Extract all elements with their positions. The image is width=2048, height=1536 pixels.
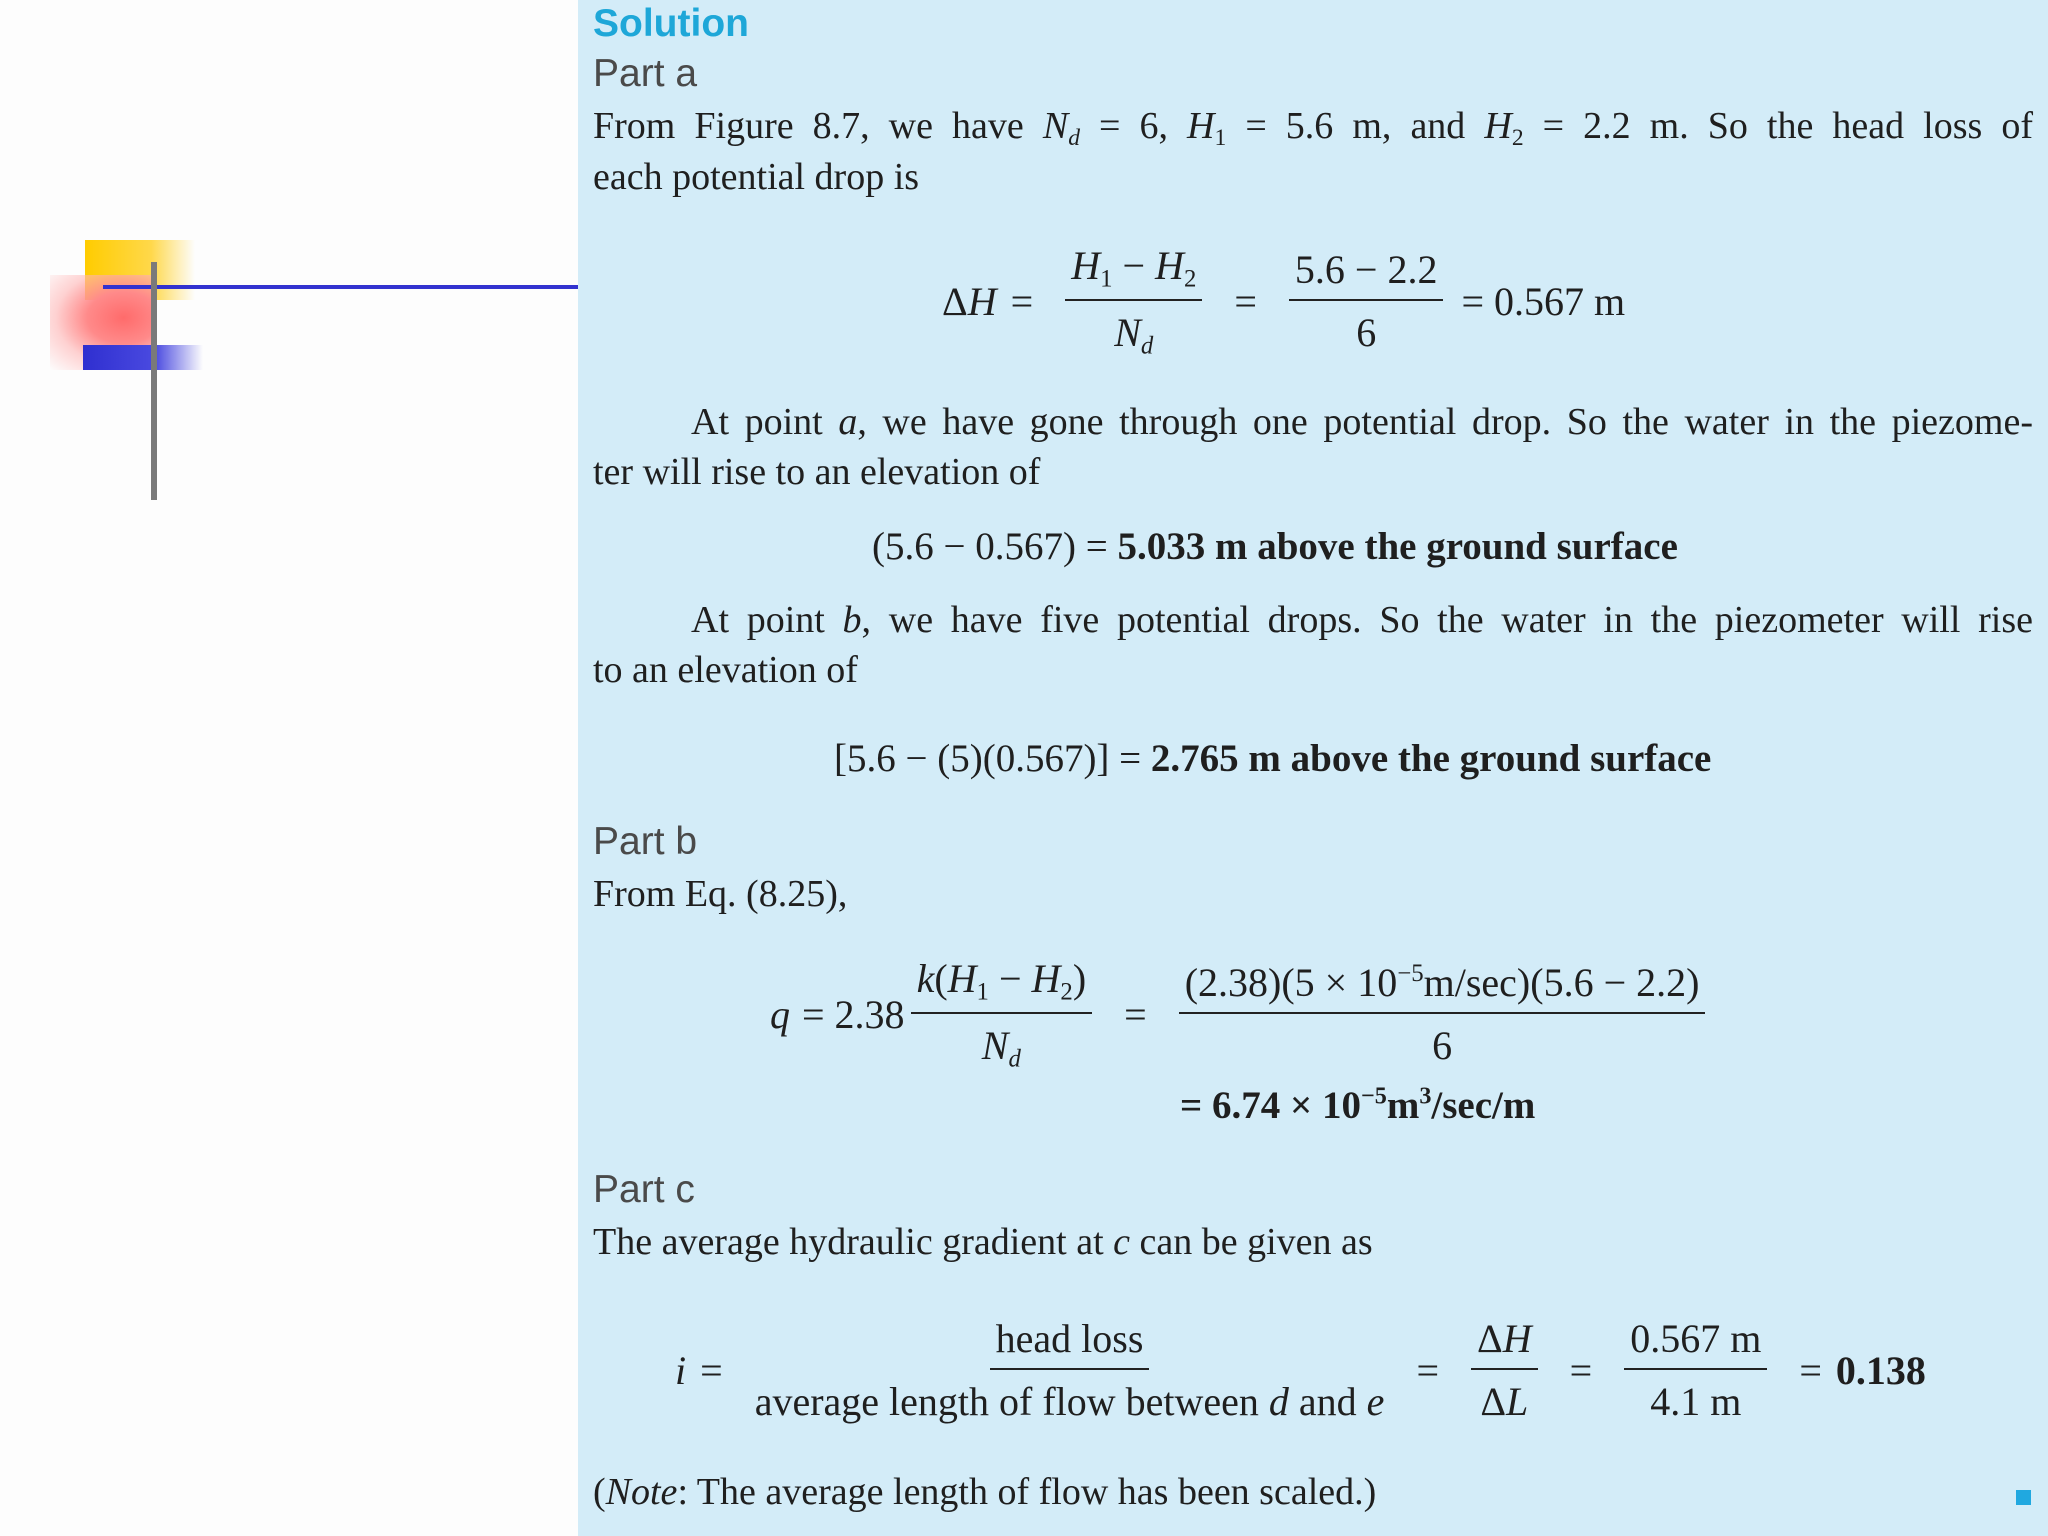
gradient-fraction-1: [755, 1315, 1385, 1425]
point-a-text-line-2: ter will rise to an elevation of: [593, 451, 1041, 493]
text-fragment: = 6.74 × 10: [1180, 1083, 1361, 1127]
flow-symbolic-fraction: $\frac{k(H_1 - H_2)}{N_d}$: [911, 955, 1093, 1074]
h1-value: = 5.6 m, and: [1245, 105, 1466, 147]
flow-numeric-numerator: $(2.38)(5 \times 10^{-5}m/\sec)(5.6 - 2.2)$: [1179, 959, 1706, 1014]
text-fragment: , we have gone through one potential drop. So the water in the piezome-: [857, 401, 2033, 443]
part-c-label: Part c: [593, 1168, 695, 1211]
hydraulic-gradient-equation: i = $\frac{\text{head loss}}{\text{average length of flow between d and e}}$ = $\frac{\Delta H}{\Delta L}$ = $\frac{0.567 m}{4.1 m}$ = 0.138: [675, 1316, 1926, 1424]
nd-value: = 6,: [1099, 105, 1168, 147]
text-fragment: and: [1298, 1379, 1357, 1424]
part-a-label: Part a: [593, 52, 698, 95]
text-fragment: The average hydraulic gradient at: [593, 1221, 1104, 1263]
gradient-denominator-1: average length of flow between d and e: [754, 1379, 1385, 1424]
text-fragment: , we have five potential drops. So the water in the piezometer will rise: [861, 599, 2033, 641]
text-fragment: m/sec)(5.6 − 2.2): [1423, 960, 1700, 1006]
text-fragment: At point: [691, 599, 825, 641]
point-b-elevation: [834, 736, 1711, 781]
part-c-intro: The average hydraulic gradient at c can be given as: [593, 1221, 1373, 1263]
point-b-calc: [5.6 − (5)(0.567)] =: [834, 737, 1142, 780]
part-a-intro-line-2: each potential drop is: [593, 156, 920, 198]
flow-numeric-fraction: [1179, 959, 1706, 1069]
gradient-denominator-3: 4.1 m: [1650, 1379, 1742, 1424]
point-a-result: 5.033 m above the ground surface: [1117, 525, 1678, 568]
delta-h-equation: ΔH = $\frac{H_1 - H_2}{N_d}$ = $\frac{5.6 - 2.2}{6}$ = 0.567 m: [942, 243, 1626, 360]
text-fragment: average length of flow between: [754, 1379, 1259, 1424]
point-b-text-line-2: to an elevation of: [593, 649, 858, 691]
h2-value: = 2.2 m. So the head loss of: [1542, 105, 2034, 147]
delta-h-values-fraction: [1289, 246, 1444, 356]
flow-rate-equation: q = 2.38 $\frac{k(H_1 - H_2)}{N_d}$ = $\frac{(2.38)(5 \times 10^{-5}m/\sec)(5.6 - 2.2)}{6}$: [770, 955, 1723, 1074]
text-fragment: m: [1386, 1083, 1420, 1127]
text-fragment: /sec/m: [1431, 1083, 1536, 1127]
delta-h-denominator: 6: [1356, 310, 1377, 356]
text-fragment: At point: [691, 401, 823, 443]
part-b-label: Part b: [593, 820, 698, 863]
gradient-numerator-1: head loss: [990, 1315, 1150, 1370]
gradient-numerator-3: 0.567 m: [1624, 1315, 1767, 1370]
gradient-result: 0.138: [1835, 1347, 1926, 1393]
part-b-intro: From Eq. (8.25),: [593, 873, 848, 915]
part-a-intro-line: From Figure 8.7, we have $N_d = 6$, $H_1 = 5.6$ m, and $H_2 = 2.2$ m. So the head loss of: [593, 105, 2034, 152]
decor-vertical-line: [151, 262, 157, 500]
flow-numeric-denominator: 6: [1432, 1023, 1453, 1069]
note-line: (Note: The average length of flow has been scaled.): [593, 1471, 1377, 1513]
decor-horizontal-line: [103, 285, 578, 289]
flow-coefficient: = 2.38: [802, 991, 905, 1037]
note-text: : The average length of flow has been scaled.): [677, 1471, 1377, 1513]
point-b-text-line-1: At point b, we have five potential drops. So the water in the piezometer will rise: [691, 599, 2033, 641]
gradient-fraction-3: [1624, 1315, 1767, 1425]
point-b-result: 2.765 m above the ground surface: [1150, 737, 1712, 780]
point-a-elevation: [872, 524, 1678, 569]
point-a-text-line-1: At point a, we have gone through one potential drop. So the water in the piezome-: [691, 401, 2033, 443]
point-a-calc: (5.6 − 0.567) =: [872, 525, 1108, 568]
solution-heading: Solution: [593, 2, 749, 45]
decor-blue-bar: [83, 345, 203, 370]
end-of-solution-marker: [2016, 1490, 2031, 1505]
text-fragment: (2.38)(5 × 10: [1184, 960, 1398, 1006]
note-label: Note: [605, 1471, 678, 1513]
delta-h-numerator: 5.6 − 2.2: [1289, 246, 1444, 301]
delta-h-result: = 0.567 m: [1461, 278, 1626, 324]
delta-h-fraction: $\frac{H_1 - H_2}{N_d}$: [1065, 242, 1202, 361]
intro-text: From Figure 8.7, we have: [593, 105, 1024, 147]
text-fragment: can be given as: [1139, 1221, 1373, 1263]
flow-rate-result: = $6.74 \times 10^{-5}m^3/\sec/m$: [1180, 1082, 1536, 1127]
gradient-fraction-2: $\frac{\Delta H}{\Delta L}$: [1471, 1315, 1538, 1425]
